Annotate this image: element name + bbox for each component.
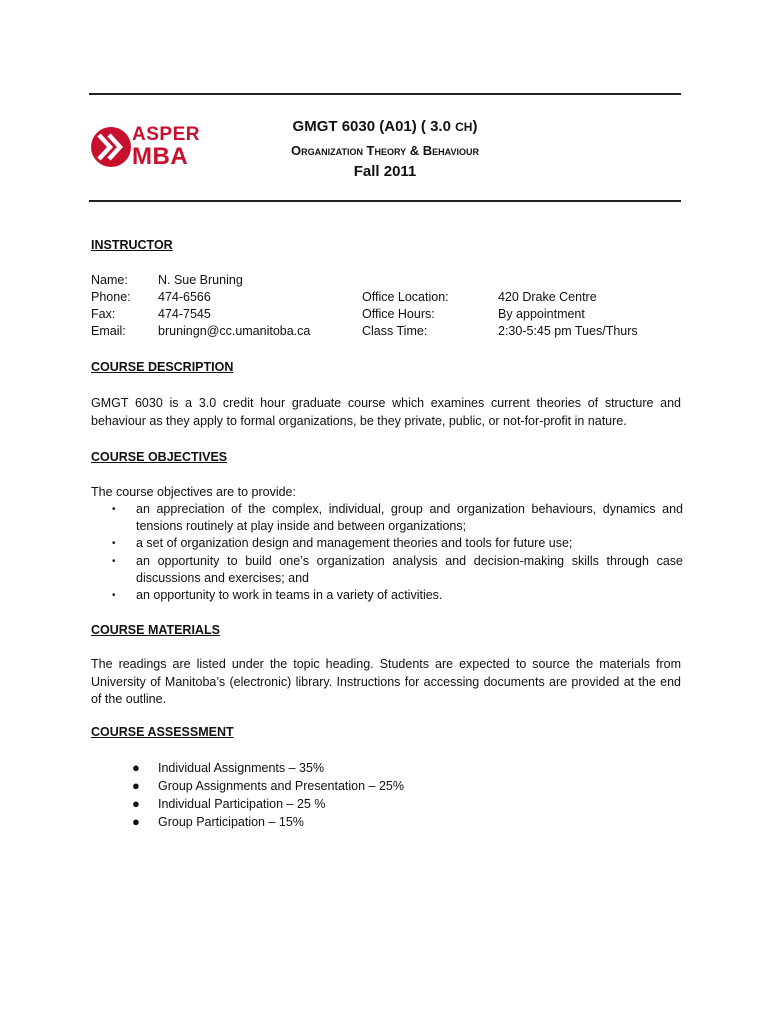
bullet-icon: ● (132, 760, 140, 775)
bullet-icon: • (112, 538, 116, 550)
instructor-email: bruningn@cc.umanitoba.ca (158, 324, 311, 338)
assessment-text: Group Participation – 15% (158, 815, 304, 829)
logo-text-asper: ASPER (132, 124, 200, 145)
email-label: Email: (91, 324, 126, 338)
header-top-rule (89, 93, 681, 95)
instructor-fax: 474-7545 (158, 307, 211, 321)
list-item (132, 777, 404, 795)
list-item (108, 501, 683, 535)
bullet-icon: ● (132, 778, 140, 793)
course-code-close: ) (472, 118, 478, 135)
bullet-icon: • (112, 504, 116, 515)
logo-text-mba: MBA (132, 143, 189, 170)
phone-label: Phone: (91, 290, 131, 304)
assessment-text: Individual Participation – 25 % (158, 797, 326, 811)
objective-text: a set of organization design and management theories and tools for future use; (136, 536, 573, 551)
class-time: 2:30-5:45 pm Tues/Thurs (498, 324, 638, 338)
course-code-title (230, 118, 540, 135)
asper-mba-logo (90, 124, 200, 170)
course-description-heading: COURSE DESCRIPTION (91, 360, 234, 374)
instructor-phone: 474-6566 (158, 290, 211, 304)
list-item (132, 795, 404, 813)
course-code-text: GMGT 6030 (A01) ( 3.0 (292, 118, 456, 135)
objectives-intro: The course objectives are to provide: (91, 485, 296, 499)
name-label: Name: (91, 273, 128, 287)
objectives-list (108, 501, 683, 604)
bullet-icon: ● (132, 796, 140, 811)
course-assessment-heading: COURSE ASSESSMENT (91, 725, 234, 739)
list-item (108, 535, 683, 552)
course-code-units: CH (455, 120, 473, 134)
fax-label: Fax: (91, 307, 116, 321)
course-materials-text: The readings are listed under the topic heading. Students are expected to source the materials from University of Manitoba’s (electronic) library. Instructions for accessing documents are provided at the end of the outline. (91, 657, 681, 706)
course-description-text: GMGT 6030 is a 3.0 credit hour graduate course which examines current theories of structure and behaviour as they apply to formal organizations, be they private, public, or not-for-profit in nature. (91, 396, 681, 428)
course-materials-heading: COURSE MATERIALS (91, 623, 220, 637)
course-name-title: Organization Theory & Behaviour (291, 143, 479, 158)
instructor-name: N. Sue Bruning (158, 273, 243, 287)
office-hours: By appointment (498, 307, 585, 321)
bullet-icon: • (112, 590, 116, 602)
objective-text: an appreciation of the complex, individual, group and organization behaviours, dynamics and tensions routinely at play inside and between organizations; (136, 502, 683, 534)
list-item (132, 813, 404, 831)
assessment-text: Individual Assignments – 35% (158, 761, 325, 775)
list-item (108, 587, 683, 604)
chevron-logo-icon (90, 124, 132, 170)
header-bottom-rule (89, 200, 681, 202)
instructor-heading: INSTRUCTOR (91, 238, 173, 252)
list-item (108, 553, 683, 587)
office-location-label: Office Location: (362, 290, 449, 304)
term-title: Fall 2011 (353, 163, 417, 180)
objective-text: an opportunity to build one’s organization analysis and decision-making skills through case discussions and exercises; and (136, 553, 683, 585)
class-time-label: Class Time: (362, 324, 428, 338)
assessment-list (132, 759, 404, 831)
bullet-icon: ● (132, 814, 140, 829)
office-location: 420 Drake Centre (498, 290, 597, 304)
office-hours-label: Office Hours: (362, 307, 435, 321)
objective-text: an opportunity to work in teams in a variety of activities. (136, 588, 443, 603)
list-item (132, 759, 404, 777)
assessment-text: Group Assignments and Presentation – 25% (158, 779, 404, 793)
bullet-icon: • (112, 555, 116, 567)
course-objectives-heading: COURSE OBJECTIVES (91, 450, 228, 464)
